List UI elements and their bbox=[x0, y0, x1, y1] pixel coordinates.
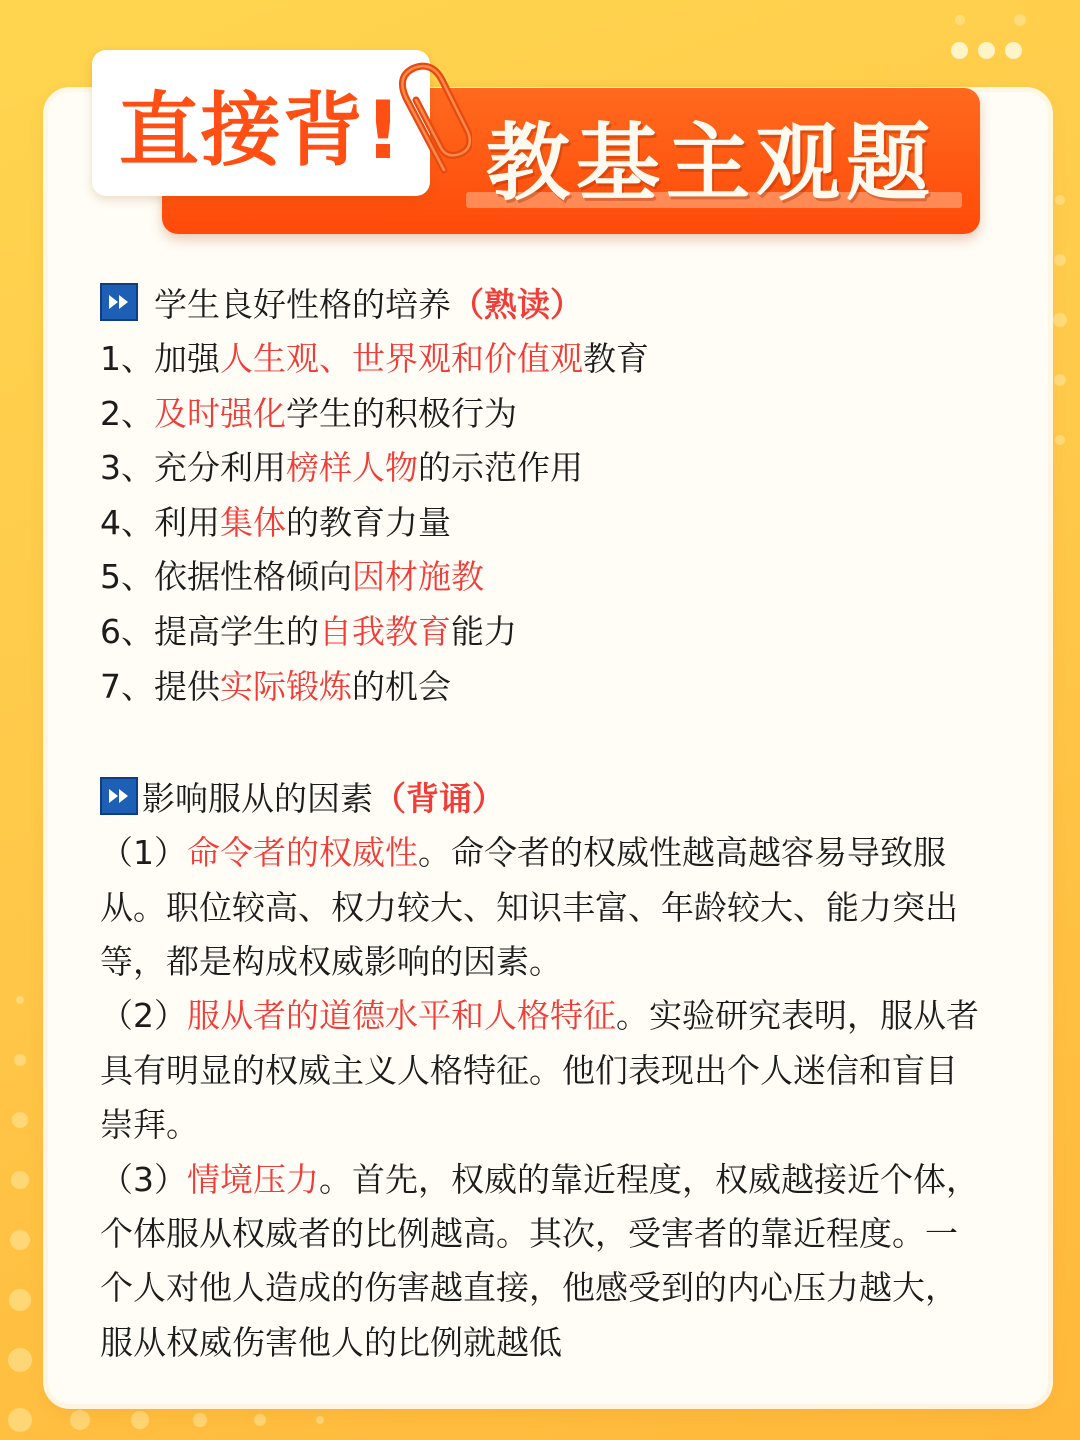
list-item bbox=[100, 496, 990, 551]
item-highlight: 实际锻炼 bbox=[220, 666, 352, 706]
item-number: 1、 bbox=[100, 339, 154, 378]
list-item bbox=[100, 660, 990, 715]
section2-heading bbox=[100, 766, 990, 826]
item-text: 的教育力量 bbox=[286, 502, 451, 542]
item-text: 充分利用 bbox=[154, 448, 286, 488]
item-number: 4、 bbox=[100, 502, 154, 542]
item-number: 7、 bbox=[100, 666, 154, 706]
main-content bbox=[100, 272, 990, 1370]
factor-text: 。实验研究表明，服从者具有明显的权威主义人格特征。他们表现出个人迷信和盲目崇拜。 bbox=[100, 996, 979, 1145]
decorative-dots bbox=[951, 42, 1022, 59]
factor-number: （1） bbox=[100, 833, 187, 873]
factor-paragraph bbox=[100, 989, 990, 1152]
item-highlight: 榜样人物 bbox=[286, 448, 418, 488]
item-highlight: 因材施教 bbox=[352, 557, 484, 597]
factor-paragraph bbox=[100, 826, 990, 989]
factor-number: （2） bbox=[100, 996, 187, 1036]
item-highlight: 及时强化 bbox=[154, 393, 286, 433]
list-item bbox=[100, 332, 990, 387]
item-number: 3、 bbox=[100, 448, 154, 488]
list-item bbox=[100, 605, 990, 660]
item-text: 提供 bbox=[154, 666, 220, 706]
list-item bbox=[100, 387, 990, 442]
item-number: 6、 bbox=[100, 611, 154, 651]
section1-heading bbox=[100, 272, 990, 332]
item-highlight: 自我教育 bbox=[319, 611, 451, 651]
item-highlight: 集体 bbox=[220, 502, 286, 542]
item-text: 教育 bbox=[583, 339, 649, 378]
item-text: 加强 bbox=[154, 339, 220, 378]
factor-text: 。命令者的权威性越高越容易导致服从。职位较高、权力较大、知识丰富、年龄较大、能力突出等，都是构成权威影响的因素。 bbox=[100, 833, 958, 981]
item-text: 学生的积极行为 bbox=[286, 393, 517, 433]
item-number: 5、 bbox=[100, 557, 154, 597]
fast-forward-icon bbox=[100, 283, 138, 321]
list-item bbox=[100, 550, 990, 605]
factor-highlight: 情境压力 bbox=[187, 1159, 319, 1199]
factor-highlight: 服从者的道德水平和人格特征 bbox=[187, 996, 616, 1036]
item-text: 利用 bbox=[154, 502, 220, 542]
item-text: 提高学生的 bbox=[154, 611, 319, 651]
item-text: 的示范作用 bbox=[418, 448, 583, 488]
section2-tag: （背诵） bbox=[373, 778, 505, 818]
list-item bbox=[100, 441, 990, 496]
item-number: 2、 bbox=[100, 393, 154, 433]
section2-title: 影响服从的因素 bbox=[142, 778, 373, 818]
fast-forward-icon bbox=[100, 777, 138, 815]
title-left-text: 直接背! bbox=[118, 83, 404, 177]
factor-paragraph bbox=[100, 1153, 990, 1371]
section1-list bbox=[100, 332, 990, 714]
section2-list bbox=[100, 826, 990, 1370]
item-text: 能力 bbox=[451, 611, 517, 651]
factor-text: 。首先，权威的靠近程度，权威越接近个体，个体服从权威者的比例越高。其次，受害者的靠近程度。一个人对他人造成的伤害越直接，他感受到的内心压力越大，服从权威伤害他人的比例就越低 bbox=[100, 1159, 979, 1362]
title-right-text: 教基主观题 bbox=[486, 114, 937, 212]
section1-title: 学生良好性格的培养 bbox=[154, 284, 451, 324]
title-box-left bbox=[92, 50, 430, 196]
section1-tag: （熟读） bbox=[451, 284, 583, 324]
item-text: 依据性格倾向 bbox=[154, 557, 352, 597]
factor-highlight: 命令者的权威性 bbox=[187, 833, 418, 873]
item-text: 的机会 bbox=[352, 666, 451, 706]
factor-number: （3） bbox=[100, 1159, 187, 1199]
paperclip-icon bbox=[386, 58, 472, 178]
item-highlight: 人生观、世界观和价值观 bbox=[220, 339, 583, 378]
